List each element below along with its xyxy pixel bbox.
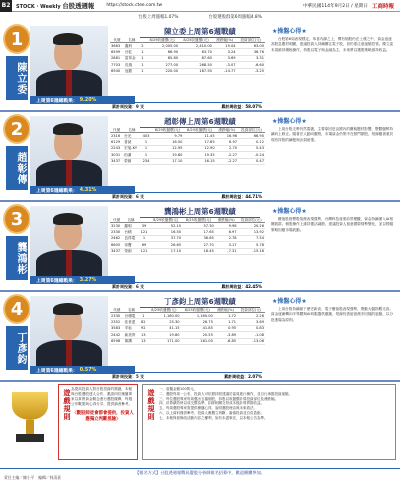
stock-name: 台積 [123, 229, 138, 235]
lots: 121 [140, 229, 148, 234]
lots: 1 [141, 56, 144, 61]
col-position: 投資部位(元) [237, 307, 265, 313]
stock-code: 3437 [110, 158, 123, 164]
stock-name: 鑫科 [124, 43, 140, 49]
holdings-table [110, 127, 265, 165]
newspaper-logo: 工商時報 [371, 3, 394, 10]
close-price-new: 66.90 [145, 49, 179, 55]
table-summary [112, 282, 262, 290]
col-close-new: 8/29收盤價(元) [149, 217, 182, 223]
position-return: 13.92 [238, 229, 265, 235]
lots: 1 [141, 69, 144, 74]
stock-code: 6129 [110, 139, 123, 145]
close-price-old: 63.70 [179, 49, 213, 55]
change-pct: 9.98 [215, 223, 238, 229]
rule-item: 二、選股每周一公布，投資人可依據持股建議於當周進行操作，並自行承擔投資風險。 [159, 391, 292, 396]
stock-name: 台光 [123, 133, 141, 139]
col-change: 漲跌幅(%) [214, 307, 237, 313]
close-price-new: 16.50 [151, 139, 183, 145]
change-pct: -6.85 [214, 338, 237, 344]
rules-heading: 遊戲規則 [63, 389, 71, 421]
stock-name: 台虹 [124, 49, 140, 55]
ribbon-label: 上周第6週總戰果： [36, 278, 78, 284]
issue-date: 中華民國114年9月2日 / 星期日 [302, 3, 368, 9]
lots: 82 [140, 319, 146, 324]
position-return: 36.76 [237, 49, 265, 55]
table-summary [112, 372, 262, 380]
rules-text: 為提高投資人對台股投資的興趣，本報與台股選股達人合作，邀請四位操盤專家以真實資金概念進行選股競賽，每週公布戰果與心得分享，提供讀者參考。 [71, 387, 133, 406]
stock-code: 2330 [110, 313, 124, 319]
commentary-panel [268, 294, 398, 382]
lots: 1 [141, 49, 144, 54]
close-price-new: 220.00 [145, 68, 179, 74]
col-change: 漲跌幅(%) [213, 37, 237, 43]
commentary-text: 上周台股持續創下歷史新高，電子權值股表現強勢，帶動大盤指數走高。資金逐漸轉向半導體與AI伺服器供應鏈，短線仍需留意漲多回檔的風險，以分批進場為原則。 [271, 307, 394, 322]
col-position: 投資部位(元) [238, 127, 265, 133]
lots: 403 [142, 133, 150, 138]
col-name: 名稱 [124, 307, 140, 313]
close-price-new: 2,005.00 [145, 43, 179, 49]
page-number: B2 [0, 0, 12, 12]
summary-count: 累計周投資：6 支 [112, 284, 145, 289]
col-close-new: 8/29收盤價(元) [147, 307, 180, 313]
editor-credit: 責任主編／陳小平 編輯／林清嘉 [4, 475, 61, 480]
stock-code: 2316 [110, 133, 123, 139]
lots: 1 [139, 235, 150, 241]
commentary-text: 台股第6周表現穩定，恭喜內線之上，慣有個股仍在上漲之中，資金追逐高股息題材明顯，建議投資人持續關注電子股，但仍需注意風險控管。陳立委本周維持積極操作，持股以電子與金融為主，未來將以選股策略維持收益。 [271, 37, 394, 52]
analyst-photo [30, 206, 108, 278]
rules-section [0, 382, 400, 467]
commentary-text: 上周台股走勢仍然震盪，主要原因是由國內的關稅題材影響，整體盤勢持續向上修正。隨著法人動向觀察，市場資金仍集中在熱門類股，短線應著重於現有持股的續抱與汰弱留強。 [271, 127, 394, 142]
table-row [110, 248, 265, 254]
commentary-text: 權值股指標股領漲表現強勢，台灣科技產業前景樂觀，資金持續湧入AI相關族群。個股操作上維持靈活調節，建議投資人留意國際情勢變化，並以穩健策略因應市場波動。 [271, 217, 394, 232]
analyst-photo [30, 116, 108, 188]
holdings-table [110, 307, 265, 345]
change-pct: -7.31 [215, 248, 238, 254]
summary-return: 累計周收益：2.07% [224, 374, 262, 379]
stock-code: 3583 [110, 325, 124, 331]
close-price-old: 19.35 [183, 152, 215, 158]
stock-name: 台積電 [124, 313, 140, 319]
stock-name: 宏旭-KY [123, 145, 141, 151]
col-close-old: 8/25收盤價(元) [181, 307, 214, 313]
col-close-old: 8/25收盤價(元) [183, 127, 215, 133]
stock-code: 2243 [110, 145, 123, 151]
change-pct: 6.97 [215, 229, 238, 235]
close-price-old: 187.50 [179, 68, 213, 74]
summary-return: 累計周收益：44.71% [221, 194, 262, 199]
col-code: 代號 [110, 307, 124, 313]
rank-badge: 1 [3, 24, 31, 54]
summary-count: 累計周投資：6 支 [112, 194, 145, 199]
change-pct: 2.70 [216, 145, 238, 151]
stock-name: 新美齊 [124, 332, 140, 338]
close-price-old: 41.85 [181, 325, 214, 331]
rules-list [159, 387, 393, 421]
position-return: -1.08 [237, 332, 265, 338]
close-price-new: 41.15 [147, 325, 180, 331]
stock-name: 榮創 [123, 248, 138, 254]
close-price-new: 37.70 [149, 235, 182, 241]
analyst-photo [30, 26, 108, 98]
lots: 39 [139, 223, 150, 229]
change-pct: 1.72 [214, 313, 237, 319]
analyst-name: 趙彰傳 [6, 146, 28, 190]
col-name: 名稱 [124, 37, 140, 43]
close-price-old: 12.90 [183, 145, 215, 151]
change-pct: 15.04 [213, 43, 237, 49]
ribbon-value: 3.27% [79, 277, 97, 283]
stock-code: 2352 [110, 319, 124, 325]
position-return: 0.83 [237, 325, 265, 331]
rule-item: 三、每位選股專家每周選出五檔個股，持股以收盤價計算投資部位及漲跌幅。 [159, 396, 278, 401]
close-price-old: 161.00 [181, 338, 214, 344]
site-url[interactable]: https://stock.ctee.com.tw [106, 3, 163, 8]
col-position: 投資部位(元) [237, 37, 265, 43]
rules-list-box [142, 384, 396, 460]
position-return: 63.00 [237, 43, 265, 49]
position-return: 5.43 [238, 145, 265, 151]
rules-box [58, 384, 138, 460]
position-return: -3.25 [237, 68, 265, 74]
lots: 1 [141, 139, 151, 145]
col-name: 名稱 [123, 217, 138, 223]
analyst-panel [0, 292, 400, 387]
change-pct: -14.77 [213, 68, 237, 74]
group-change: 台股選股群第6周漲幅4.8% [208, 15, 262, 20]
stock-name: 富邦金 [124, 55, 140, 61]
holdings-table [110, 217, 265, 255]
change-pct: -3.89 [214, 332, 237, 338]
change-pct: -3.07 [213, 62, 237, 68]
close-price-new: 9.79 [151, 133, 183, 139]
stock-name: 辛耘 [124, 325, 140, 331]
lots: 92 [140, 326, 146, 331]
close-price-old: 2,410.00 [179, 43, 213, 49]
rule-item: 四、計算績效時以成交價為準，扣除相關交易成本後計算實際收益。 [159, 401, 264, 406]
lots: 69 [139, 242, 150, 248]
close-price-old: 268.50 [179, 62, 213, 68]
panel-title: 陳立委上周第6週戰績 [140, 26, 260, 38]
page-header [0, 0, 400, 12]
summary-return: 累計周收益：42.45% [221, 284, 262, 289]
close-price-new: 16.50 [149, 229, 182, 235]
lots: 2 [141, 43, 144, 48]
close-price-old: 17.65 [182, 229, 215, 235]
col-code: 代號 [110, 127, 123, 133]
market-change: 台股上周漲幅1.07% [138, 15, 179, 20]
position-return: 20.26 [238, 223, 265, 229]
stock-code: 3230 [110, 223, 123, 229]
stock-name: 帝寶 [123, 242, 138, 248]
col-name: 名稱 [123, 127, 141, 133]
stock-name: 佳世達 [124, 319, 140, 325]
stock-name: 普誠 [123, 139, 141, 145]
close-price-new: 17.10 [151, 158, 183, 164]
market-summary [0, 14, 400, 20]
col-code: 代號 [110, 37, 124, 43]
col-close-old: 8/25收盤價(元) [179, 37, 213, 43]
lots: 1 [141, 145, 151, 151]
col-position: 投資部位(元) [238, 217, 265, 223]
summary-count: 累計周投資：5 支 [112, 374, 145, 379]
stock-code: 3031 [110, 152, 123, 158]
commentary-title: ★操盤心得★ [272, 298, 307, 305]
position-return: 3.69 [237, 319, 265, 325]
close-price-old: 57.30 [182, 223, 215, 229]
ribbon-label: 上周第6週總戰果： [36, 98, 78, 104]
ribbon-value: 4.31% [79, 187, 97, 193]
rank-badge: 3 [3, 204, 31, 234]
commentary-title: ★操盤心得★ [272, 28, 307, 35]
position-return: 5.78 [238, 242, 265, 248]
position-return: -0.24 [238, 152, 265, 158]
lots: 13 [140, 339, 146, 344]
close-price-old: 11.45 [183, 133, 215, 139]
rule-item: 七、本報保留修改活動內容之權利，如有未盡事宜，以本報公告為準。 [159, 415, 268, 420]
stock-code: 2881 [110, 55, 124, 61]
col-change: 漲跌幅(%) [216, 127, 238, 133]
close-price-new: 85.80 [145, 55, 179, 61]
close-price-new: 277.00 [145, 62, 179, 68]
analyst-panel [0, 22, 400, 117]
stock-code: 7703 [110, 62, 124, 68]
close-price-old: 36.65 [182, 235, 215, 241]
stock-code: 2462 [110, 235, 123, 241]
position-return: 0.12 [238, 139, 265, 145]
lots: 1 [139, 313, 147, 319]
section-title: 台股透週報 [62, 2, 95, 10]
signup-notice: 【報名方式】台股透週報戰局選股分析師報名招募中，歡迎踴躍參加。 [0, 468, 400, 475]
change-pct: 6.97 [216, 139, 238, 145]
close-price-old: 1,160.00 [181, 313, 214, 319]
rule-item: 五、每周選股專家需提供操盤心得，說明選股理由與未來看法。 [159, 406, 257, 411]
close-price-old: 18.45 [182, 248, 215, 254]
stock-name: 萬潤 [124, 338, 140, 344]
close-price-new: 171.00 [147, 338, 180, 344]
change-pct: -2.27 [216, 158, 238, 164]
change-pct: 1.71 [214, 319, 237, 325]
close-price-new: 26.65 [149, 242, 182, 248]
col-change: 漲跌幅(%) [215, 217, 238, 223]
table-row [110, 158, 265, 164]
stock-code: 2330 [110, 229, 123, 235]
table-summary [112, 102, 262, 110]
close-price-new: 52.10 [149, 223, 182, 229]
ribbon-value: 0.57% [79, 367, 97, 373]
position-return: 3.31 [237, 55, 265, 61]
position-return: 66.90 [238, 133, 265, 139]
change-pct: 16.96 [216, 133, 238, 139]
analyst-name: 陳立委 [6, 56, 28, 100]
table-row [110, 338, 265, 344]
stock-code: 6599 [110, 49, 124, 55]
commentary-panel [268, 24, 398, 112]
holdings-table [110, 37, 265, 75]
close-price-new: 1,180.00 [147, 313, 180, 319]
position-return: -13.06 [237, 338, 265, 344]
analyst-name: 丁彥鈞 [6, 326, 28, 370]
change-pct: 3.24 [213, 49, 237, 55]
stock-name: 長瑞 [124, 62, 140, 68]
commentary-title: ★操盤心得★ [272, 118, 307, 125]
close-price-new: 19.80 [151, 152, 183, 158]
position-return: 7.54 [238, 235, 265, 241]
table-row [110, 68, 265, 74]
col-close-new: 8/29收盤價(元) [145, 37, 179, 43]
panel-title: 趙彰傳上周第6週戰績 [140, 116, 260, 128]
close-price-old: 20.55 [181, 332, 214, 338]
stock-name: 錦明 [123, 223, 138, 229]
stock-name: 佰鴻 [123, 152, 141, 158]
close-price-old: 27.70 [182, 242, 215, 248]
close-price-old: 87.60 [179, 55, 213, 61]
stock-code: 3437 [110, 248, 123, 254]
position-return: -6.60 [237, 62, 265, 68]
commentary-panel [268, 204, 398, 292]
close-price-new: 19.80 [147, 332, 180, 338]
col-close-new: 8/29收盤價(元) [151, 127, 183, 133]
lots: 234 [142, 159, 150, 164]
trophy-icon [6, 386, 54, 456]
stock-code: 6605 [110, 242, 123, 248]
commentary-panel [268, 114, 398, 202]
close-price-new: 17.10 [149, 248, 182, 254]
lots: 13 [140, 332, 146, 337]
rules-disclaimer: 〈觀股師徒會都會提供，投資人應獨立判斷風險〉 [72, 411, 134, 422]
panel-title: 丁彥鈞上周第6週戰績 [140, 296, 260, 308]
stock-name: 冠鎧 [124, 68, 140, 74]
position-return: 0.47 [238, 158, 265, 164]
section-small: STOCK · Weekly [16, 4, 61, 10]
ribbon-label: 上周第6週總戰果： [36, 368, 78, 374]
rank-badge: 4 [3, 294, 31, 324]
rule-item: 六、以上資料僅供參考，投資人應獨立判斷，審慎投資並自負盈虧。 [159, 410, 264, 415]
close-price-old: 16.15 [183, 158, 215, 164]
rank-badge: 2 [3, 114, 31, 144]
close-price-old: 26.75 [181, 319, 214, 325]
stock-code: 6940 [110, 68, 124, 74]
change-pct: 3.17 [215, 242, 238, 248]
stock-name: 榮創 [123, 158, 141, 164]
lots: 121 [140, 249, 148, 254]
rule-item: 一、虛擬金額100萬元。 [159, 387, 198, 391]
change-pct: -2.27 [216, 152, 238, 158]
stock-code: 6598 [110, 338, 124, 344]
lots: 1 [141, 152, 151, 158]
ribbon-value: 9.20% [79, 97, 97, 103]
position-return: 2.28 [237, 313, 265, 319]
col-code: 代號 [110, 217, 123, 223]
stock-code: 2442 [110, 332, 124, 338]
change-pct: 2.78 [215, 235, 238, 241]
close-price-new: 25.30 [147, 319, 180, 325]
analyst-panel [0, 202, 400, 297]
panel-title: 龔鴻彬上周第6週戰績 [140, 206, 260, 218]
analyst-panel [0, 112, 400, 207]
stock-code: 3663 [110, 43, 124, 49]
lots: 1 [141, 62, 144, 67]
summary-count: 累計周投資：9 支 [112, 104, 145, 109]
section-label [16, 1, 94, 10]
commentary-title: ★操盤心得★ [272, 208, 307, 215]
analyst-photo [30, 296, 108, 368]
rules-list-heading: 遊戲規則 [147, 389, 155, 421]
table-summary [112, 192, 262, 200]
change-pct: 0.95 [214, 325, 237, 331]
analyst-name: 龔鴻彬 [6, 236, 28, 280]
ribbon-label: 上周第6週總戰果： [36, 188, 78, 194]
position-return: -15.16 [238, 248, 265, 254]
close-price-new: 12.95 [151, 145, 183, 151]
summary-return: 累計周收益：58.07% [221, 104, 262, 109]
col-close-old: 8/25收盤價(元) [182, 217, 215, 223]
stock-name: 良得電 [123, 235, 138, 241]
change-pct: 3.69 [213, 55, 237, 61]
close-price-old: 17.65 [183, 139, 215, 145]
